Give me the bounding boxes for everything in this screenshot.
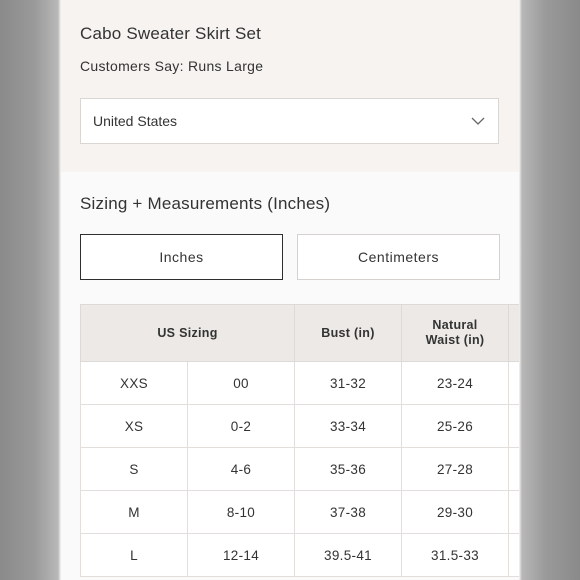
inches-button[interactable]: Inches: [80, 234, 283, 280]
cell-size: L: [81, 534, 188, 577]
cell-us: 4-6: [188, 448, 295, 491]
table-row: [81, 405, 520, 448]
cell-us: 12-14: [188, 534, 295, 577]
column-header-next: [509, 305, 520, 362]
section-title: Sizing + Measurements (Inches): [80, 194, 331, 213]
cell-bust: 37-38: [295, 491, 402, 534]
cell-waist: 29-30: [402, 491, 509, 534]
product-header: [61, 0, 519, 170]
country-select[interactable]: [80, 98, 499, 144]
table-row: [81, 448, 520, 491]
cell-bust: 39.5-41: [295, 534, 402, 577]
cell-us: 0-2: [188, 405, 295, 448]
size-table: [80, 304, 519, 580]
cell-size: M: [81, 491, 188, 534]
size-chart-panel: [61, 0, 519, 580]
column-header-waist: Natural Waist (in): [402, 305, 509, 362]
cell-waist: 25-26: [402, 405, 509, 448]
table-row: [81, 362, 520, 405]
product-title: Cabo Sweater Skirt Set: [80, 24, 262, 43]
cell-us: 00: [188, 362, 295, 405]
column-header-bust: Bust (in): [295, 305, 402, 362]
cell-next: [509, 534, 520, 577]
country-select-value: United States: [93, 113, 178, 129]
cell-us: 8-10: [188, 491, 295, 534]
sizing-section: [61, 172, 519, 580]
table-header-row: [81, 305, 520, 362]
fit-note: Customers Say: Runs Large: [80, 58, 264, 74]
cell-waist: 31.5-33: [402, 534, 509, 577]
cell-next: [509, 362, 520, 405]
cell-waist: 27-28: [402, 448, 509, 491]
cell-bust: 33-34: [295, 405, 402, 448]
column-header-us-sizing: US Sizing: [81, 305, 295, 362]
cell-bust: 35-36: [295, 448, 402, 491]
chevron-down-icon: [470, 113, 486, 129]
cell-next: [509, 405, 520, 448]
cell-bust: 31-32: [295, 362, 402, 405]
table-row: [81, 534, 520, 577]
centimeters-button[interactable]: Centimeters: [297, 234, 500, 280]
cell-waist: 23-24: [402, 362, 509, 405]
table-row: [81, 491, 520, 534]
cell-size: S: [81, 448, 188, 491]
cell-size: XS: [81, 405, 188, 448]
cell-next: [509, 491, 520, 534]
cell-next: [509, 448, 520, 491]
cell-size: XXS: [81, 362, 188, 405]
